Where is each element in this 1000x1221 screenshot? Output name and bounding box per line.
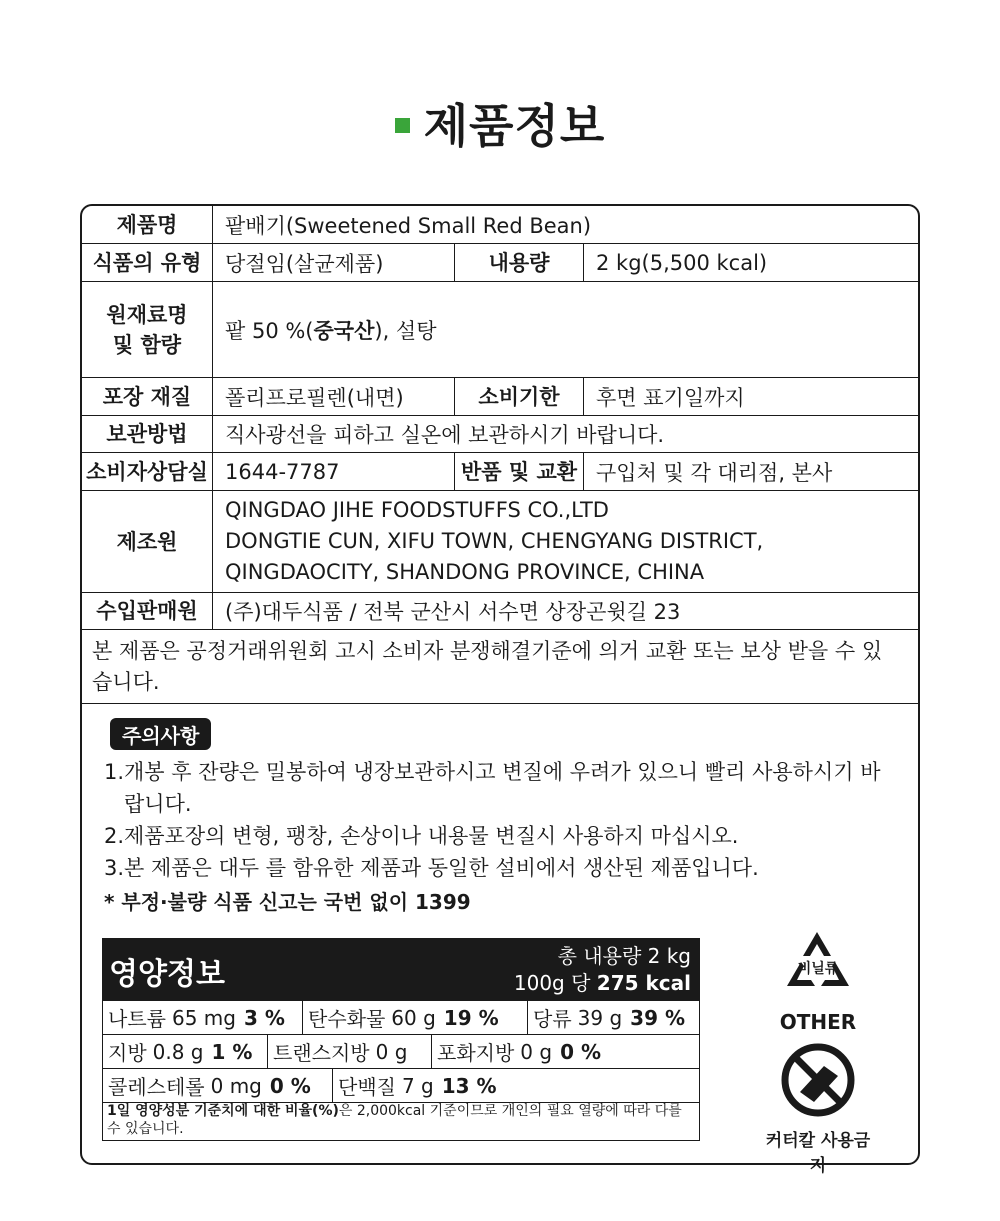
caution-num: 1. (104, 760, 125, 784)
nutrition-row-2 (103, 1035, 699, 1069)
row-manufacturer (82, 491, 918, 593)
nutrient-pct: 39 % (630, 1005, 685, 1030)
ingredients-origin: 중국산 (313, 318, 375, 343)
nutrient-saturated-fat (431, 1035, 699, 1068)
nutrient-name: 포화지방 (437, 1041, 515, 1065)
nutrient-name: 탄수화물 (308, 1007, 386, 1031)
label-packaging: 포장 재질 (82, 378, 213, 415)
label-food-type: 식품의 유형 (82, 244, 213, 281)
nutrition-row-1 (103, 1001, 699, 1035)
nutrition-meta (514, 943, 691, 997)
nutrient-sodium (103, 1001, 302, 1034)
label-returns: 반품 및 교환 (454, 453, 584, 490)
nutrient-amount: 0 mg (210, 1073, 262, 1098)
value-expiry: 후면 표기일까지 (596, 385, 745, 410)
nutrient-carbs (302, 1001, 527, 1034)
recycle-mark (758, 924, 878, 1176)
value-manufacturer (213, 491, 918, 592)
label-product-name: 제품명 (82, 206, 213, 243)
caution-text: 개봉 후 잔량은 밀봉하여 냉장보관하시고 변질에 우려가 있으니 빨리 사용하시기 바랍니다. (124, 760, 881, 816)
recycle-material: 비닐류 (797, 961, 839, 977)
row-notice (82, 630, 918, 704)
nutrient-amount: 39 g (577, 1005, 623, 1030)
row-packaging (82, 378, 918, 416)
nutrient-sugars (527, 1001, 699, 1034)
manufacturer-line3: QINGDAOCITY, SHANDONG PROVINCE, CHINA (225, 560, 705, 584)
nutrient-name: 트랜스지방 (273, 1041, 370, 1065)
label-ingredients-line1: 원재료명 (106, 302, 188, 327)
nutrient-pct: 1 % (211, 1039, 253, 1064)
row-storage (82, 416, 918, 453)
product-info-table (80, 204, 920, 1176)
value-packaging: 폴리프로필렌(내면) (225, 385, 404, 410)
nutrient-pct: 0 % (560, 1039, 601, 1064)
caution-num: 2. (104, 824, 125, 848)
recycle-icon (773, 924, 863, 1008)
label-consumer-center: 소비자상담실 (82, 453, 213, 490)
notice-text: 본 제품은 공정거래위원회 고시 소비자 분쟁해결기준에 의거 교환 또는 보상 받을 수 있습니다. (92, 639, 883, 694)
row-food-type (82, 244, 918, 282)
nutrient-amount: 7 g (401, 1073, 434, 1098)
report-hotline: * 부정·불량 식품 신고는 국번 없이 1399 (104, 890, 471, 914)
nutrition-per (514, 970, 691, 997)
label-storage: 보관방법 (82, 416, 213, 452)
nutrient-amount: 0 g (520, 1039, 553, 1064)
label-ingredients-line2: 및 함량 (112, 332, 182, 357)
nutrient-name: 당류 (533, 1007, 572, 1031)
caution-num: 3. (104, 856, 125, 880)
nutrition-total: 총 내용량 2 kg (557, 944, 691, 968)
nutrient-cholesterol (103, 1069, 332, 1102)
nutrient-name: 나트륨 (108, 1007, 166, 1031)
row-importer (82, 593, 918, 630)
label-manufacturer: 제조원 (82, 491, 213, 592)
caution-item (104, 852, 884, 884)
nutrition-title: 영양정보 (109, 957, 225, 992)
value-returns: 구입처 및 각 대리점, 본사 (596, 460, 833, 485)
value-net-content: 2 kg(5,500 kcal) (596, 250, 768, 275)
nutrition-footnote (107, 1102, 699, 1138)
nutrient-amount: 60 g (391, 1005, 436, 1030)
value-importer: (주)대두식품 / 전북 군산시 서수면 상장곤윗길 23 (225, 600, 681, 624)
nutrient-name: 단백질 (338, 1075, 396, 1099)
label-expiry: 소비기한 (454, 378, 584, 415)
nutrition-row-3 (103, 1069, 699, 1103)
manufacturer-line1: QINGDAO JIHE FOODSTUFFS CO.,LTD (225, 498, 609, 522)
caution-item (104, 820, 884, 852)
row-consumer-center (82, 453, 918, 491)
label-importer: 수입판매원 (82, 593, 213, 629)
recycle-other: OTHER (779, 1010, 857, 1034)
label-ingredients (82, 282, 213, 377)
nutrient-name: 지방 (108, 1041, 147, 1065)
ingredients-pre: 팥 50 %( (225, 318, 314, 343)
ingredients-post: ), 설탕 (374, 318, 437, 343)
nutrient-fat (103, 1035, 267, 1068)
page-title (0, 88, 1000, 158)
nutrition-facts (102, 938, 700, 1141)
nutrient-pct: 13 % (441, 1073, 497, 1098)
nutrient-trans-fat (267, 1035, 431, 1068)
manufacturer-line2: DONGTIE CUN, XIFU TOWN, CHENGYANG DISTRICT, (225, 529, 764, 553)
nutrient-name: 콜레스테롤 (108, 1075, 205, 1099)
no-cutter-icon (778, 1040, 858, 1120)
row-ingredients (82, 282, 918, 378)
cutter-banned-label: 커터칼 사용금지 (765, 1131, 871, 1176)
footnote-bold: 1일 영양성분 기준치에 대한 비율(%) (107, 1103, 339, 1119)
nutrition-kcal: 275 kcal (596, 971, 691, 995)
nutrient-amount: 0 g (375, 1039, 408, 1064)
nutrient-amount: 0.8 g (152, 1039, 204, 1064)
nutrient-pct: 0 % (269, 1073, 311, 1098)
caution-list (104, 756, 884, 918)
title-bullet (395, 118, 410, 133)
row-product-name (82, 206, 918, 244)
label-net-content: 내용량 (454, 244, 584, 281)
value-storage: 직사광선을 피하고 실온에 보관하시기 바랍니다. (225, 423, 665, 447)
nutrition-per-label: 100g 당 (513, 971, 597, 995)
caution-text: 본 제품은 대두 를 함유한 제품과 동일한 설비에서 생산된 제품입니다. (124, 856, 759, 880)
nutrient-pct: 3 % (243, 1005, 285, 1030)
footnote-rest: 은 2,000kcal 기준이므로 개인의 필요 열량에 따라 다를 수 있습니다. (107, 1103, 682, 1137)
value-ingredients (213, 282, 918, 377)
value-product-name: 팥배기(Sweetened Small Red Bean) (225, 213, 592, 238)
caution-item (104, 756, 884, 820)
nutrient-protein (332, 1069, 699, 1102)
page-title-text: 제품정보 (423, 99, 606, 153)
nutrient-amount: 65 mg (171, 1005, 236, 1030)
caution-text: 제품포장의 변형, 팽창, 손상이나 내용물 변질시 사용하지 마십시오. (124, 824, 739, 848)
nutrient-pct: 19 % (443, 1005, 499, 1030)
caution-badge: 주의사항 (110, 718, 211, 750)
nutrition-header (103, 939, 699, 1001)
value-consumer-phone: 1644-7787 (225, 459, 340, 484)
value-food-type: 당절임(살균제품) (225, 251, 384, 276)
